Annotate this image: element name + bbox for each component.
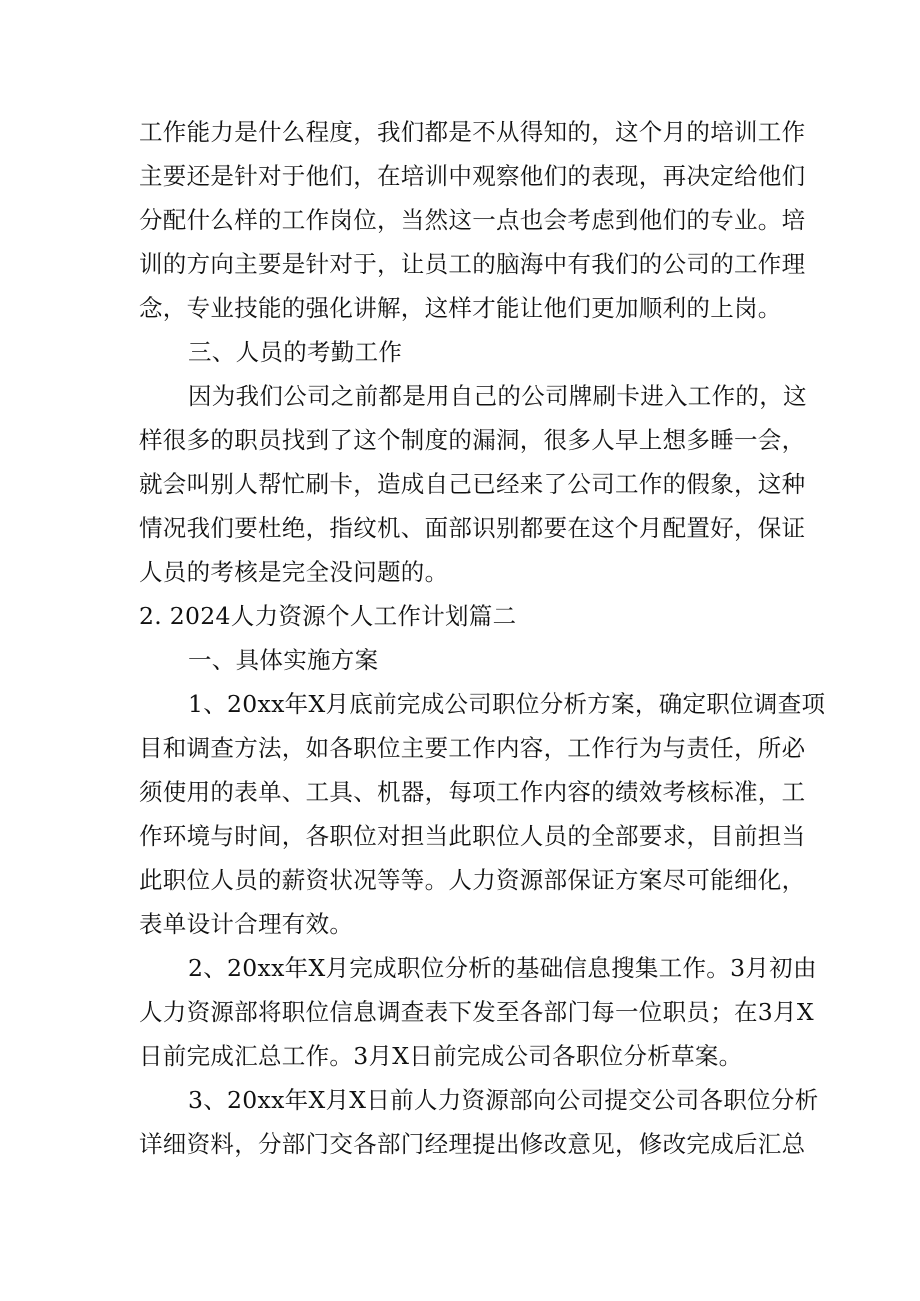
paragraph-line: 人员的考核是完全没问题的。 xyxy=(139,558,449,586)
paragraph-line: 就会叫别人帮忙刷卡，造成自己已经来了公司工作的假象，这种 xyxy=(139,470,806,498)
paragraph-line: 1、20xx年X月底前完成公司职位分析方案，确定职位调查项 xyxy=(188,690,826,718)
paragraph-line: 此职位人员的薪资状况等等。人力资源部保证方案尽可能细化， xyxy=(139,866,806,894)
paragraph-line: 工作能力是什么程度，我们都是不从得知的，这个月的培训工作 xyxy=(139,118,806,146)
section-heading: 一、具体实施方案 xyxy=(188,646,379,674)
paragraph-line: 作环境与时间，各职位对担当此职位人员的全部要求，目前担当 xyxy=(139,822,806,850)
paragraph-line: 主要还是针对于他们，在培训中观察他们的表现，再决定给他们 xyxy=(139,162,806,190)
paragraph-line: 情况我们要杜绝，指纹机、面部识别都要在这个月配置好，保证 xyxy=(139,514,806,542)
paragraph-line: 日前完成汇总工作。3月X日前完成公司各职位分析草案。 xyxy=(139,1042,743,1070)
paragraph-line: 2、20xx年X月完成职位分析的基础信息搜集工作。3月初由 xyxy=(188,954,817,982)
paragraph-line: 样很多的职员找到了这个制度的漏洞，很多人早上想多睡一会， xyxy=(139,426,806,454)
paragraph-line: 详细资料，分部门交各部门经理提出修改意见，修改完成后汇总 xyxy=(139,1130,806,1158)
paragraph-line: 因为我们公司之前都是用自己的公司牌刷卡进入工作的，这 xyxy=(188,382,807,410)
paragraph-line: 念，专业技能的强化讲解，这样才能让他们更加顺利的上岗。 xyxy=(139,294,782,322)
paragraph-line: 训的方向主要是针对于，让员工的脑海中有我们的公司的工作理 xyxy=(139,250,806,278)
paragraph-line: 目和调查方法，如各职位主要工作内容，工作行为与责任，所必 xyxy=(139,734,806,762)
paragraph-line: 表单设计合理有效。 xyxy=(139,910,354,938)
paragraph-line: 人力资源部将职位信息调查表下发至各部门每一位职员；在3月X xyxy=(139,998,814,1026)
paragraph-line: 须使用的表单、工具、机器，每项工作内容的绩效考核标准，工 xyxy=(139,778,806,806)
section-title: 2. 2024人力资源个人工作计划篇二 xyxy=(139,602,517,630)
section-heading: 三、人员的考勤工作 xyxy=(188,338,403,366)
paragraph-line: 分配什么样的工作岗位，当然这一点也会考虑到他们的专业。培 xyxy=(139,206,806,234)
paragraph-line: 3、20xx年X月X日前人力资源部向公司提交公司各职位分析 xyxy=(188,1086,819,1114)
